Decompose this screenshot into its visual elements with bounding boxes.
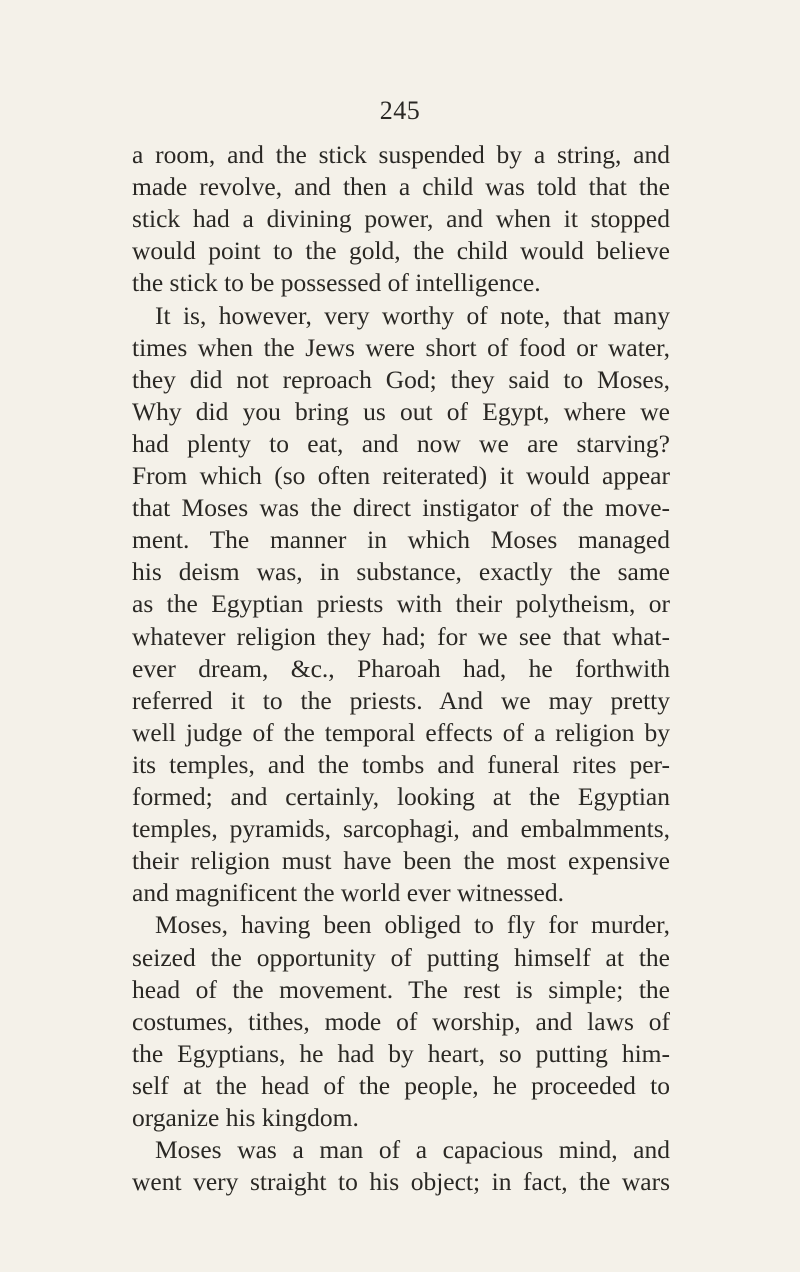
text-line: as the Egyptian priests with their polytheism, or [132, 589, 670, 619]
text-line: and magnificent the world ever witnessed. [132, 878, 564, 908]
text-line: the stick to be possessed of intelligence. [132, 268, 541, 298]
text-line: times when the Jews were short of food or water, [132, 332, 670, 362]
text-line: made revolve, and then a child was told that the [132, 172, 670, 202]
text-line: temples, pyramids, sarcophagi, and embalmments, [132, 814, 670, 844]
text-line: went very straight to his object; in fact, the wars [132, 1167, 670, 1197]
text-line: formed; and certainly, looking at the Egyptian [132, 782, 670, 811]
text-line: his deism was, in substance, exactly the same [132, 557, 670, 587]
text-line: Moses, having been obliged to fly for murder, [155, 910, 670, 940]
text-line: stick had a divining power, and when it stopped [132, 204, 670, 234]
text-line: whatever religion they had; for we see that what- [132, 621, 670, 651]
text-line: a room, and the stick suspended by a string, and [132, 140, 670, 169]
text-line: referred it to the priests. And we may pretty [132, 685, 670, 715]
text-line: costumes, tithes, mode of worship, and laws of [132, 1006, 670, 1036]
text-line: had plenty to eat, and now we are starving? [132, 428, 670, 458]
text-line: that Moses was the direct instigator of the move- [132, 493, 670, 523]
text-line: Why did you bring us out of Egypt, where we [132, 396, 670, 426]
text-line: ment. The manner in which Moses managed [132, 525, 670, 555]
text-line: their religion must have been the most expensive [132, 846, 670, 876]
text-line: would point to the gold, the child would believe [132, 236, 670, 266]
text-line: they did not reproach God; they said to Moses, [132, 364, 670, 394]
text-line: well judge of the temporal effects of a religion by [132, 717, 670, 747]
text-line: It is, however, very worthy of note, that many [155, 300, 670, 330]
text-line: Moses was a man of a capacious mind, and [155, 1135, 670, 1165]
text-line: organize his kingdom. [132, 1103, 359, 1132]
text-line: the Egyptians, he had by heart, so putting him- [132, 1038, 670, 1068]
text-line: From which (so often reiterated) it would appear [132, 461, 670, 490]
text-line: self at the head of the people, he proceeded to [132, 1070, 670, 1100]
page-number: 245 [379, 96, 421, 125]
text-line: head of the movement. The rest is simple; the [132, 974, 670, 1004]
text-line: seized the opportunity of putting himself at the [132, 942, 670, 972]
text-line: its temples, and the tombs and funeral rites per- [132, 749, 670, 779]
text-line: ever dream, &c., Pharoah had, he forthwith [132, 653, 670, 683]
